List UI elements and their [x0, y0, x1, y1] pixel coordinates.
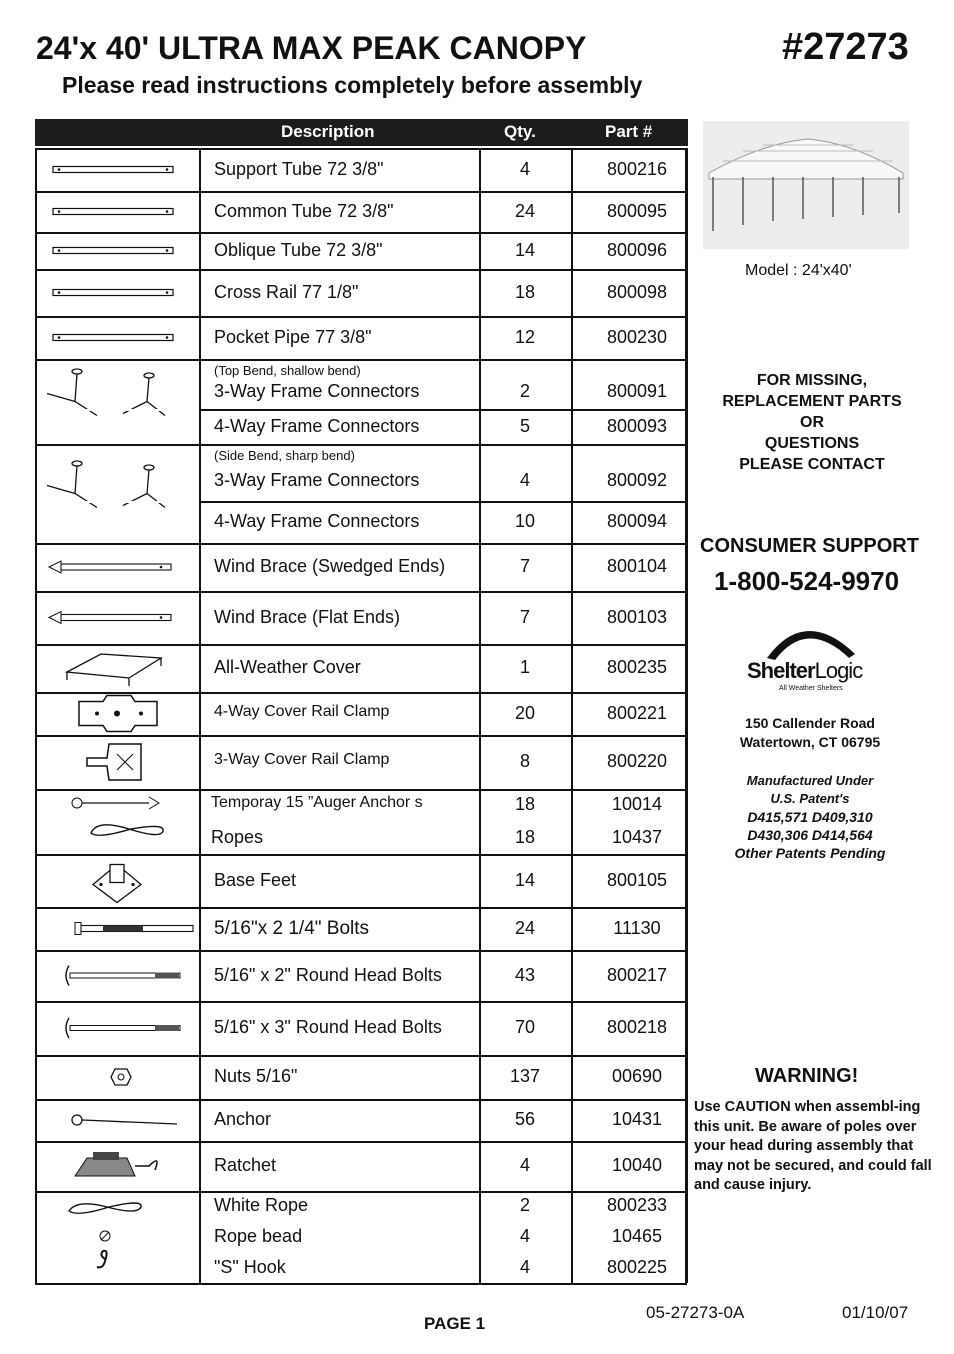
item-description: Ropes	[211, 826, 264, 847]
table-row-line	[35, 148, 687, 150]
table-row-line	[35, 1099, 687, 1101]
canopy-photo	[703, 121, 909, 249]
bolt-icon	[37, 907, 197, 955]
table-row	[35, 409, 687, 444]
table-row-line	[35, 1141, 687, 1143]
support-phone: 1-800-524-9970	[714, 566, 900, 596]
col-description: Description	[281, 122, 375, 141]
table-row	[35, 1191, 687, 1283]
anchor-icon	[37, 1099, 197, 1146]
svg-text:ShelterLogic: ShelterLogic	[747, 658, 863, 683]
table-row-line	[35, 543, 687, 545]
table-row-line	[35, 191, 687, 193]
item-part-number: 800092	[606, 469, 668, 490]
table-row-line	[35, 591, 687, 593]
item-description: Base Feet	[214, 869, 297, 890]
round-bolt-icon	[37, 1001, 197, 1060]
item-description: Common Tube 72 3/8"	[214, 200, 394, 221]
table-header	[35, 119, 688, 146]
table-row	[35, 444, 687, 501]
instruction-subtitle: Please read instructions completely before assembly	[62, 72, 643, 98]
table-row	[35, 316, 687, 359]
item-part-number: 800103	[606, 606, 668, 627]
item-description: 4-Way Cover Rail Clamp	[214, 702, 390, 720]
item-part-number: 11130	[613, 917, 661, 938]
warning-title: WARNING!	[755, 1065, 859, 1087]
table-row-line	[35, 950, 687, 952]
item-qty: 14	[514, 869, 536, 890]
table-grid-line	[35, 148, 37, 1283]
item-note: (Top Bend, shallow bend)	[214, 363, 361, 378]
item-qty: 8	[519, 751, 530, 771]
item-part-number: 10014	[611, 794, 663, 815]
tube-icon	[37, 232, 197, 274]
wind-brace-icon	[37, 543, 197, 596]
item-part-number: 800235	[606, 657, 668, 677]
parts-table	[35, 119, 687, 1283]
item-description: White Rope	[214, 1195, 309, 1216]
item-qty: 4	[519, 1226, 530, 1246]
item-part-number: 10465	[611, 1226, 663, 1246]
table-row	[35, 854, 687, 907]
wind-brace-icon	[37, 591, 197, 649]
item-description: "S" Hook	[214, 1256, 286, 1277]
table-row	[35, 359, 687, 409]
item-part-number: 800233	[606, 1195, 668, 1216]
table-row	[35, 1141, 687, 1191]
item-part-number: 800220	[606, 751, 668, 771]
tube-icon	[37, 269, 197, 321]
col-qty: Qty.	[504, 122, 536, 141]
item-qty: 10	[514, 511, 536, 531]
item-part-number: 800216	[606, 158, 668, 179]
item-description: 5/16"x 2 1/4" Bolts	[214, 917, 370, 939]
document-date: 01/10/07	[842, 1303, 909, 1322]
item-part-number: 00690	[611, 1066, 663, 1086]
item-description: 5/16" x 2" Round Head Bolts	[214, 964, 442, 985]
table-row-line	[35, 1055, 687, 1057]
merged-cell-cover	[37, 501, 199, 503]
table-row-line	[35, 444, 687, 446]
item-part-number: 800225	[606, 1256, 668, 1277]
item-qty: 18	[514, 281, 536, 302]
item-description: 3-Way Cover Rail Clamp	[214, 751, 390, 768]
item-description: Support Tube 72 3/8"	[214, 158, 384, 179]
contact-note: FOR MISSING, REPLACEMENT PARTS OR QUESTIONS PLEASE CONTACT	[722, 372, 902, 473]
table-row-line	[35, 907, 687, 909]
item-description: Oblique Tube 72 3/8"	[214, 239, 383, 260]
table-row	[35, 591, 687, 644]
item-qty: 20	[514, 702, 536, 723]
item-qty: 7	[519, 556, 530, 576]
item-part-number: 800218	[606, 1017, 668, 1037]
table-row	[35, 1099, 687, 1141]
clamp-4way-icon	[37, 692, 197, 740]
item-description: Wind Brace (Swedged Ends)	[214, 556, 446, 576]
item-qty: 18	[514, 794, 536, 815]
item-qty: 43	[514, 964, 536, 985]
item-qty: 70	[514, 1017, 536, 1037]
table-row-line	[35, 359, 687, 361]
table-row-line	[35, 644, 687, 646]
item-part-number: 10437	[611, 826, 663, 847]
item-description: Anchor	[214, 1109, 272, 1129]
item-description: Nuts 5/16"	[214, 1066, 298, 1086]
table-row-line	[35, 1283, 687, 1285]
item-part-number: 800095	[606, 200, 668, 221]
base-foot-icon	[37, 854, 197, 912]
document-title: 24'x 40' ULTRA MAX PEAK CANOPY	[36, 30, 587, 66]
item-qty: 7	[519, 606, 530, 627]
item-part-number: 10040	[611, 1155, 663, 1175]
item-description: Temporay 15 ”Auger Anchor s	[211, 794, 423, 812]
table-row	[35, 232, 687, 269]
table-grid-line	[685, 148, 688, 1283]
item-description: Rope bead	[214, 1226, 303, 1246]
item-qty: 4	[519, 469, 530, 490]
item-qty: 14	[514, 239, 536, 260]
item-part-number: 800094	[606, 511, 668, 531]
tube-icon	[37, 316, 197, 364]
warning-text: Use CAUTION when assembl-ing this unit. Be aware of poles over your head during assembly that may not be secured, and could fall and cause injury.	[694, 1099, 932, 1193]
page-number: PAGE 1	[424, 1314, 486, 1333]
table-row	[35, 148, 687, 191]
document-code: 05-27273-0A	[646, 1303, 745, 1322]
item-qty: 5	[519, 415, 530, 436]
table-row-line	[35, 1191, 687, 1193]
table-row-line	[35, 789, 687, 791]
consumer-support-label: CONSUMER SUPPORT	[700, 535, 919, 557]
table-row	[35, 1055, 687, 1099]
table-grid-line	[199, 148, 201, 1283]
table-row-line	[35, 692, 687, 694]
item-description: 4-Way Frame Connectors	[214, 415, 420, 436]
table-grid-line	[479, 148, 481, 1283]
item-part-number: 10431	[611, 1109, 663, 1129]
col-part: Part #	[605, 122, 653, 141]
round-bolt-icon	[37, 950, 197, 1006]
item-part-number: 800221	[606, 702, 668, 723]
item-qty: 24	[514, 917, 536, 938]
auger-rope-icon	[37, 789, 197, 859]
merged-cell-cover	[37, 409, 199, 411]
item-description: 4-Way Frame Connectors	[214, 511, 420, 531]
item-qty: 4	[519, 1256, 530, 1277]
table-row	[35, 644, 687, 692]
item-qty: 56	[514, 1109, 536, 1129]
item-qty: 4	[519, 1155, 530, 1175]
table-row	[35, 269, 687, 316]
shelterlogic-logo	[745, 612, 885, 699]
item-part-number: 800217	[606, 964, 668, 985]
item-part-number: 800093	[606, 415, 668, 436]
svg-text:All Weather Shelters: All Weather Shelters	[779, 685, 843, 692]
nut-icon	[37, 1055, 197, 1104]
table-row	[35, 1001, 687, 1055]
item-note: (Side Bend, sharp bend)	[214, 448, 355, 463]
ratchet-icon	[37, 1141, 197, 1196]
item-description: Cross Rail 77 1/8"	[214, 281, 359, 302]
table-row	[35, 735, 687, 789]
cover-icon	[37, 644, 197, 697]
table-row	[35, 907, 687, 950]
clamp-3way-icon	[37, 735, 197, 794]
table-row-line	[35, 316, 687, 318]
table-grid-line	[571, 148, 573, 1283]
patent-info: Manufactured Under U.S. Patent's D415,571 D409,310 D430,306 D414,564 Other Patents Pending	[734, 773, 886, 861]
rope-bead-hook-icon	[37, 1191, 197, 1288]
item-part-number: 800104	[606, 556, 668, 576]
table-row	[35, 789, 687, 854]
table-row-line	[35, 232, 687, 234]
item-qty: 2	[519, 381, 530, 401]
item-part-number: 800105	[606, 869, 668, 890]
table-row	[35, 501, 687, 543]
tube-icon	[37, 191, 197, 237]
product-number: #27273	[782, 26, 909, 68]
item-qty: 18	[514, 826, 536, 847]
table-row	[35, 543, 687, 591]
table-row	[35, 950, 687, 1001]
table-row-line	[35, 854, 687, 856]
company-address: 150 Callender Road Watertown, CT 06795	[739, 715, 881, 750]
item-description: 3-Way Frame Connectors	[214, 381, 420, 401]
item-description: Ratchet	[214, 1155, 277, 1175]
tube-icon	[37, 148, 197, 196]
table-row-line	[35, 1001, 687, 1003]
item-part-number: 800230	[606, 326, 668, 347]
item-description: Wind Brace (Flat Ends)	[214, 606, 401, 627]
item-qty: 24	[514, 200, 536, 221]
item-description: 3-Way Frame Connectors	[214, 469, 420, 490]
item-description: Pocket Pipe 77 3/8"	[214, 326, 372, 347]
item-qty: 1	[519, 657, 530, 677]
table-row-line	[35, 269, 687, 271]
item-part-number: 800091	[606, 381, 668, 401]
model-label: Model : 24'x40'	[745, 262, 852, 279]
item-qty: 137	[509, 1066, 541, 1086]
table-row-line	[35, 735, 687, 737]
item-description: 5/16" x 3" Round Head Bolts	[214, 1017, 442, 1037]
item-qty: 4	[519, 158, 530, 179]
item-description: All-Weather Cover	[214, 657, 361, 677]
item-qty: 2	[519, 1195, 530, 1216]
item-part-number: 800096	[606, 239, 668, 260]
item-part-number: 800098	[606, 281, 668, 302]
table-row	[35, 692, 687, 735]
table-row	[35, 191, 687, 232]
item-qty: 12	[514, 326, 536, 347]
